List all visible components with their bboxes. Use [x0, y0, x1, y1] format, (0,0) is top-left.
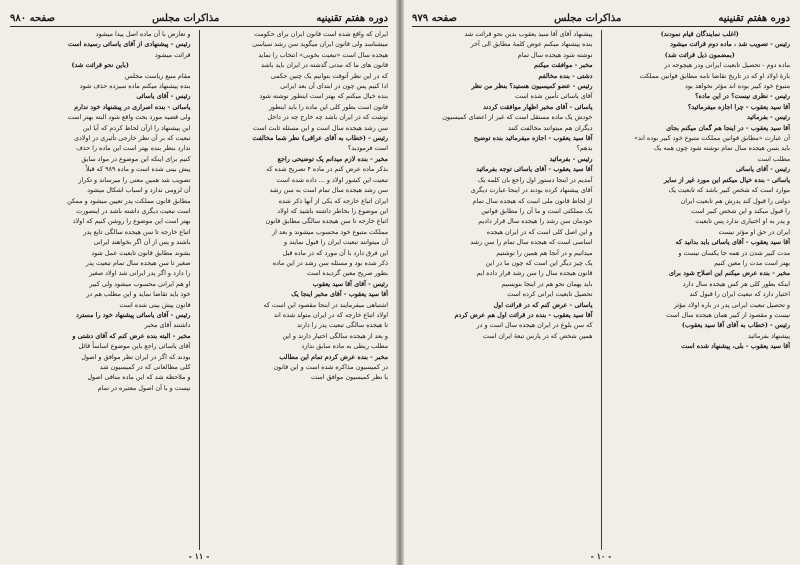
text-line: کلی مطالعاتی که در کمیسیون شد: [99, 363, 191, 371]
speaker-line: مخبر - البته بنده عرض کنم که آقای دشتی و: [72, 331, 191, 340]
header-session: دوره هفتم تقنینیه: [718, 12, 790, 24]
speaker-line: آقا سید یعقوب - بنده در قرائت اول هم عرض کردم: [454, 310, 593, 319]
speaker-line: یاسائی - عرض کنم که در قرائت اول: [493, 300, 593, 309]
text-line: و تحصیل تبعیت ایرانی پدر در باره اولاد مؤثر: [673, 300, 790, 309]
text-column-left: [412, 30, 593, 550]
text-line: نوشته شود هیجده سال تمام: [517, 50, 593, 59]
header-page-label: صفحه ۹۷۹: [412, 12, 457, 24]
text-line: مدت کبیر شدن در همه جا یکسان نیست و: [678, 248, 790, 257]
text-line: است تبعیت دیگری داشته باشد در اینصورت: [76, 206, 191, 215]
text-line: در کمیسیون مذاکره شده است و این قانون: [273, 363, 388, 371]
speaker-line: رئیس - آقای آقا سید یعقوب: [312, 279, 388, 288]
text-columns: [10, 30, 388, 550]
text-line: بنده خیال میکنم که بهتر است اینطور نوشته شود: [259, 92, 388, 101]
header-session: دوره هفتم تقنینیه: [316, 12, 388, 24]
text-line: اختیار دارد که تبعیت ایران را قبول کند: [689, 290, 790, 299]
speaker-line: آقا سید یعقوب - در اینجا هم گمان میکنم بجای: [666, 123, 790, 132]
text-line: خودمان سن رشد را هیجده سال قرار دادیم: [478, 217, 593, 226]
column-rule: [199, 30, 200, 550]
stage-note: (باین نحو قرائت شد): [71, 61, 129, 70]
speaker-line: آقا سید یعقوب - اجازه میفرمائید بنده توضیح: [473, 134, 593, 143]
text-line: آمدیم در اینجا دستور اول راجع بان کلمه یک: [477, 175, 593, 184]
text-line: باید بهمان نحو هم در اینجا بنویسیم: [501, 279, 593, 288]
speaker-line: مخبر - بنده عرض میکنم این اصلاح شود برای: [668, 269, 790, 278]
text-line: قانون هیجده سال را سن رشد قرار داده ایم: [476, 269, 593, 278]
text-line: مقام منیع ریاست مجلس: [124, 71, 191, 80]
text-line: مملکت متبوع خود محسوب میشوند و بعد از: [272, 227, 388, 236]
speaker-line: رئیس - بفرمائید: [746, 113, 790, 122]
text-line: از لحاظ قانون ملی است که هیجده سال تمام: [472, 196, 593, 205]
text-line: آن عبارت «مطابق قوانین مملکت متبوع خود کبیر بوده اند»: [634, 134, 790, 143]
header-title: مذاکرات مجلس: [554, 12, 622, 24]
speaker-line: آقا سید یعقوب - آقای مخبر اینجا یک: [291, 290, 388, 299]
text-line: نوشت که در ایران باشد چه خارج چه در داخل: [267, 113, 388, 122]
text-line: این فرق دارد با آن مورد که در ماده قبل: [282, 248, 388, 257]
text-line: و ملاحظه شد که این ماده منافی اصول: [87, 373, 191, 382]
text-line: کنیم برای اینکه این موضوع در مواد سابق: [81, 154, 191, 163]
text-line: تحصیل تابعیت ایرانی کرده است: [507, 290, 593, 299]
text-line: همین شخص که در پارس تبعهٔ ایران است: [482, 331, 593, 340]
text-line: باشند و پس از آن اگر بخواهند ایرانی: [93, 238, 191, 247]
text-line: بنده پیشنهاد میکنم ماده سیزده حذف شود: [79, 82, 191, 91]
speaker-line: مخبر - موافقت میکنم: [534, 61, 593, 70]
text-line: این پیشنهاد را ازآن لحاظ کردم که آیا این: [82, 123, 191, 132]
text-line: پیش بینی شده است و ماده ۹۸۹ که قبلاً: [85, 165, 191, 174]
header-title: مذاکرات مجلس: [152, 12, 220, 24]
text-line: تبعیت که بر آن نظر خارجی تأثیری در اولادی: [73, 134, 191, 143]
stage-note: (اغلب نمایندگان قیام نمودند): [660, 30, 739, 38]
text-line: میدانیم و در آنجا هم همین را نوشتیم: [496, 248, 593, 257]
text-line: اتباع خارجه تا سن هیجده سالگی مطابق قانون: [265, 217, 388, 226]
text-line: بارهٔ اولاد او که در تاریخ تقاضا نامه مطابق قوانین مملکت: [639, 71, 790, 80]
speaker-line: یاسائی - آقای مخبر اظهار موافقت کردند: [483, 102, 593, 111]
text-line: مطلب است: [757, 154, 790, 163]
speaker-line: رئیس - (خطاب به آقای آقا سید یعقوب): [681, 321, 790, 330]
text-line: پیشنهاد آقای آقا سید یعقوب بدین نحو قرائت شد: [464, 30, 593, 38]
text-line: آقای پیشنهاد کرده بودند در اینجا عبارت دیگری: [470, 186, 593, 195]
text-line: او هم ایرانی محسوب میشود ولی کبیر: [89, 279, 191, 288]
text-line: نیست و مقصود از کبیر همان هیجده سال است: [666, 310, 790, 319]
page-number: - ۱۰ -: [590, 551, 612, 561]
text-line: قانون های ما که مدتی گذشته در ایران باید باشد: [261, 61, 388, 70]
speaker-line: دشتی - بنده مخالفم: [538, 71, 593, 80]
text-line: را دارد و اگر پدر ایرانی شد اولاد صغیر: [89, 269, 191, 278]
text-line: داشتند آقای مخبر: [144, 321, 191, 330]
text-line: باید بسن هیجده سال تمام نوشته شود چون همه یک: [653, 144, 790, 153]
speaker-line: رئیس - تصویب شد ، ماده دوم قرائت میشود: [670, 40, 790, 49]
text-line: ندارد بنظر بنده بهتر است این ماده را حذف: [76, 144, 191, 153]
speaker-line: آقا سید یعقوب - آقای یاسائی توجه بفرمائید: [476, 165, 593, 174]
text-line: بطور صریح معین گردیده است: [307, 269, 388, 278]
text-line: ذکر شده بود و مسئله سن رشد در این ماده: [272, 258, 388, 267]
text-line: خودش یک ماده مستقل است که غیر از اعضای کمیسیون: [442, 113, 593, 122]
text-line: قرائت میشود: [154, 50, 191, 59]
text-line: اولاد اتباع خارجه که در ایران متولد شده اند: [273, 310, 388, 319]
page-header: [10, 10, 388, 27]
text-line: را قبول میکند و این شخص کبیر است: [691, 206, 790, 215]
text-line: تا هیجده سالگی تبعیت پدر را دارند: [296, 321, 388, 330]
speaker-line: رئیس - پیشنهادی از آقای یاسائی رسیده است: [68, 40, 191, 49]
speaker-line: رئیس - آقای یاسائی: [136, 92, 191, 101]
text-line: و تعارض با آن ماده اصل پیدا میشود: [95, 30, 191, 38]
text-line: بهتر است این موضوع را روشن کنیم که اولاد: [72, 217, 191, 226]
text-line: تصویب شد همین معنی را میرساند و تکرار: [78, 175, 191, 184]
speaker-line: مخبر - بنده لازم میدانم یک توضیحی راجع: [277, 154, 388, 163]
text-line: با نظر کمیسیون موافق است: [311, 373, 388, 382]
speaker-line: رئیس - آقای یاسائی: [735, 165, 790, 174]
text-line: متبوع خود کبیر بوده اند مؤثر نخواهد بود: [685, 82, 790, 91]
text-line: بذکر ماده عرض کنم در ماده ۴ تصریح شده که: [265, 165, 388, 174]
text-line: که در این نظر آنوقت بتوانیم یک چنین حکمی: [270, 71, 388, 80]
text-line: صغیر تا سن هیجده سال تمام تبعیت پدر: [85, 258, 191, 267]
text-line: بنده پیشنهاد میکنم عوض کلمهٔ مطابق الی آخر: [470, 40, 593, 49]
speaker-line: رئیس - عضو کمیسیون هستید؟ بنظر من نظر: [471, 82, 593, 91]
text-line: ولی قضیه مورد بحث واقع شود البته بهتر است: [67, 113, 191, 122]
left-page: [0, 0, 398, 565]
text-line: نیست و با آن اصول معتبره در تمام: [97, 383, 191, 392]
text-line: بشوند مطابق قانون تابعیت عمل شود: [91, 248, 191, 257]
speaker-line: یاسائی - بنده اصراری در پیشنهاد خود ندارم: [74, 102, 191, 111]
text-line: تبعیت این کشور اولاد و ... داده شده است: [276, 175, 388, 184]
text-line: دولتی را قبول کند پدرش هم تابعیت ایران: [680, 196, 790, 205]
text-line: مطابق قانون مملکت پدر تعیین میشود و ممکن: [67, 196, 191, 205]
text-line: میشناسد ولی قانون ایران میگوید سن رشد سیاسی: [252, 40, 388, 49]
stage-note: (بمضمون ذیل قرائت شد): [664, 50, 735, 59]
text-line: اشتباهی میفرمایند در اینجا مقصود این است که: [263, 300, 388, 309]
text-line: پیشنهاد بفرمائید: [747, 331, 790, 340]
speaker-line: مخبر - بنده عرض کردم تمام این مطالب: [279, 352, 388, 361]
text-line: بهتر است مدت را معین کنیم: [714, 258, 790, 267]
text-line: قانون است بطور کلی این ماده را باید اینطور: [268, 102, 388, 111]
text-line: و بعد از هیجده سالگی اختیار دارند و این: [282, 331, 388, 340]
text-line: اساسی است که هیجده سال تمام را سن رشد: [470, 238, 593, 247]
speaker-line: آقا سید یعقوب - چرا اجازه میفرمائید؟: [687, 102, 790, 111]
text-line: ایران اتباع خارجه که یکی از آنها ذکر شده: [278, 196, 388, 205]
text-line: اتباع خارجه تا سن هیجده سالگی تابع پدر: [83, 227, 191, 236]
text-line: قانون پیش بینی شده است: [119, 300, 191, 309]
text-line: آن میتوانند تبعیت ایران را قبول نمایند و: [283, 238, 388, 247]
text-line: ایران در حق او مؤثر نیست: [718, 227, 790, 236]
text-line: آقای یاسائی تأمین شده است: [515, 92, 593, 101]
text-line: سن رشد هیجده سال است و این مسئله ثابت است: [252, 123, 388, 132]
text-line: و این اصل کلی است که در ایران هیجده: [486, 227, 593, 236]
text-line: دیگران هم میتوانند مخالفت کنند: [507, 123, 593, 132]
right-page: [402, 0, 800, 565]
speaker-line: آقا سید یعقوب - بلی، پیشنهاد شده است: [681, 342, 790, 351]
page-header: [412, 10, 790, 27]
text-line: و پدر به او اختیاری ندارد پس تابعیت: [695, 217, 790, 226]
text-line: است فرمودید؟: [347, 144, 388, 153]
text-line: بودند که اگر در ایران نظر موافق و اصول: [81, 352, 191, 361]
text-line: سن رشد هیجده سال تمام است به سن رشد: [269, 186, 388, 195]
text-line: مطلب ربطی به ماده سابق ندارد: [301, 342, 388, 351]
speaker-line: یاسائی - بنده خیال میکنم این مورد غیر از سایر: [663, 175, 790, 184]
text-column-right: [208, 30, 389, 550]
text-line: ایران که واقع شده است قانون ایران برای حکومت: [254, 30, 388, 38]
column-rule: [601, 30, 602, 550]
speaker-line: رئیس - آقای یاسائی پیشنهاد خود را مسترد: [75, 310, 191, 319]
text-line: خود باید تقاضا نماید و این مطلب هم در: [86, 290, 191, 299]
text-columns: [412, 30, 790, 550]
header-page-label: صفحه ۹۸۰: [10, 12, 55, 24]
text-line: یک چیز دیگر این است که چون ما در این: [485, 258, 593, 267]
text-line: آن لزومی ندارد و اسباب اشکال میشود: [87, 186, 191, 195]
text-column-right: [610, 30, 791, 550]
speaker-line: رئیس - (خطاب به آقای عراقی) نظر شما مخالفت: [252, 134, 388, 143]
text-line: ماده دوم - تحصیل تابعیت ایرانی ودر هیچوجه در: [664, 61, 790, 70]
text-column-left: [10, 30, 191, 550]
text-line: یک مملکتی است و ما آن را مطابق قوانین: [481, 206, 593, 215]
text-line: ادا کنیم پس چون در ابتدای آن بعد ایرانی: [280, 82, 388, 91]
text-line: که سن بلوغ در ایران هیجده سال است و در: [476, 321, 593, 330]
speaker-line: رئیس - بفرمائید: [549, 154, 593, 163]
text-line: آقای یاسائی راجع باین موضوع اساساً قائل: [78, 342, 191, 351]
text-line: هیجده سال است «تبعیت بخوبی» انتخاب را نماید: [258, 50, 388, 59]
text-line: موارد است که شخص کبیر باشد که تابعیت یک: [668, 186, 790, 195]
text-line: این موضوع را بخاطر داشته باشید که اولاد: [277, 206, 388, 215]
page-number: - ۱۱ -: [188, 551, 210, 561]
speaker-line: آقا سید یعقوب - آقای یاسائی باید بدانید که: [675, 238, 790, 247]
text-line: اینکه بطور کلی هر کس هیجده سال دارد: [682, 279, 790, 288]
speaker-line: رئیس - نظری نیست؟ در این ماده؟: [695, 92, 790, 101]
text-line: بدهم؟: [576, 144, 593, 153]
